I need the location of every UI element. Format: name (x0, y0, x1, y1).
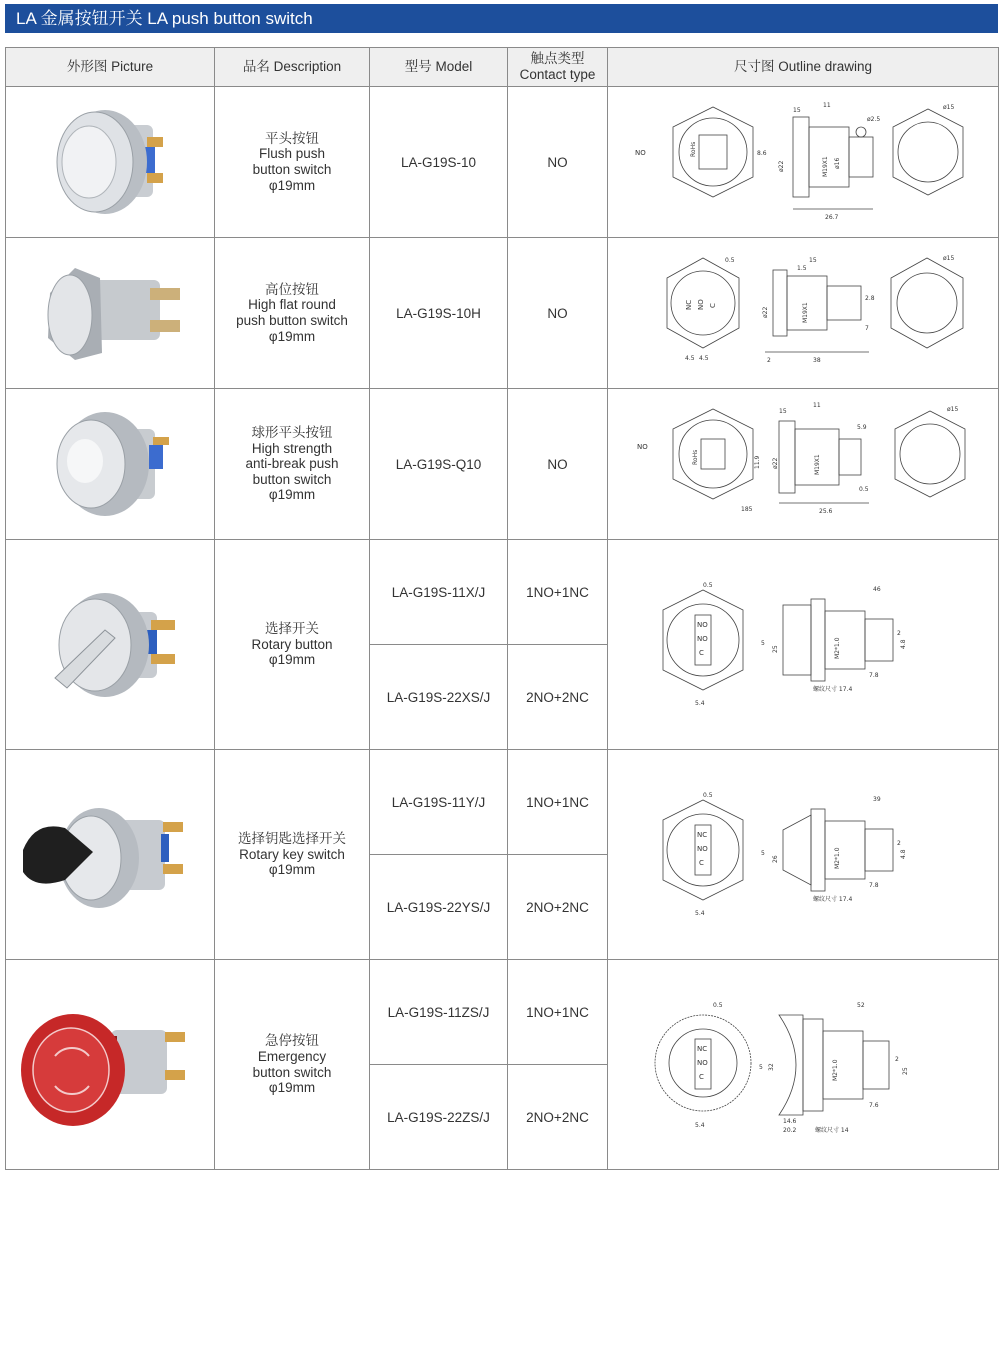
product-description: 球形平头按钮 High strength anti-break push button switch φ19mm (215, 389, 370, 540)
svg-text:M2*1.0: M2*1.0 (834, 846, 841, 869)
svg-text:螺纹尺寸 14: 螺纹尺寸 14 (815, 1126, 849, 1134)
svg-text:5.4: 5.4 (695, 1121, 705, 1129)
model-cell: LA-G19S-11ZS/J (370, 960, 508, 1065)
contact-cell: 1NO+1NC (508, 960, 608, 1065)
contact-cell: 1NO+1NC (508, 750, 608, 855)
svg-text:M2*1.0: M2*1.0 (832, 1058, 839, 1081)
svg-text:M19X1: M19X1 (822, 156, 829, 177)
svg-text:32: 32 (768, 1062, 775, 1071)
svg-text:C: C (709, 303, 717, 308)
svg-text:ø2.5: ø2.5 (867, 116, 881, 123)
svg-text:2: 2 (767, 357, 771, 364)
contact-cell: NO (508, 389, 608, 540)
svg-text:ø15: ø15 (943, 255, 955, 262)
svg-text:11: 11 (823, 102, 831, 109)
svg-text:7.8: 7.8 (869, 881, 879, 889)
outline-drawing-high-flat (608, 238, 999, 389)
svg-text:0.5: 0.5 (713, 1001, 723, 1009)
model-cell: LA-G19S-11X/J (370, 540, 508, 645)
svg-text:15: 15 (779, 408, 787, 415)
svg-text:2.8: 2.8 (865, 295, 875, 302)
svg-text:5.4: 5.4 (695, 699, 705, 707)
page-title-banner: LA 金属按钮开关 LA push button switch (5, 4, 998, 33)
svg-text:0.5: 0.5 (725, 257, 735, 264)
svg-text:25.6: 25.6 (819, 508, 833, 515)
svg-text:ø15: ø15 (943, 104, 955, 111)
svg-text:NC: NC (685, 299, 693, 310)
contact-cell: 2NO+2NC (508, 645, 608, 750)
outline-drawing-flush (608, 87, 999, 238)
svg-text:7: 7 (865, 325, 869, 332)
svg-text:0.5: 0.5 (703, 581, 713, 589)
svg-text:2: 2 (895, 1055, 899, 1063)
svg-text:C: C (699, 648, 704, 657)
svg-text:20.2: 20.2 (783, 1126, 797, 1134)
product-description: 平头按钮 Flush push button switch φ19mm (215, 87, 370, 238)
svg-text:185: 185 (741, 506, 753, 513)
svg-text:螺纹尺寸 17.4: 螺纹尺寸 17.4 (813, 685, 853, 693)
outline-drawing-key-switch (608, 750, 999, 960)
column-header-picture: 外形图 Picture (6, 48, 215, 87)
product-description: 高位按钮 High flat round push button switch φ19mm (215, 238, 370, 389)
model-cell: LA-G19S-10 (370, 87, 508, 238)
svg-text:8.6: 8.6 (757, 150, 767, 157)
contact-cell: NO (508, 238, 608, 389)
svg-text:5: 5 (761, 849, 765, 857)
svg-text:C: C (699, 858, 704, 867)
svg-text:5: 5 (759, 1063, 763, 1071)
svg-text:0.5: 0.5 (859, 486, 869, 493)
svg-text:NO: NO (697, 299, 705, 310)
product-photo-emergency (6, 960, 215, 1170)
svg-text:ø16: ø16 (834, 157, 841, 169)
product-description: 选择钥匙选择开关 Rotary key switch φ19mm (215, 750, 370, 960)
product-photo-anti-break (6, 389, 215, 540)
svg-text:11.9: 11.9 (754, 455, 761, 469)
svg-text:14.6: 14.6 (783, 1117, 797, 1125)
svg-text:38: 38 (813, 357, 821, 364)
svg-text:RoHs: RoHs (690, 141, 697, 157)
svg-text:M2*1.0: M2*1.0 (834, 636, 841, 659)
contact-cell: 2NO+2NC (508, 1065, 608, 1170)
column-header-description: 品名 Description (215, 48, 370, 87)
contact-cell: 2NO+2NC (508, 855, 608, 960)
product-table (5, 47, 999, 1170)
svg-text:NO: NO (635, 149, 646, 157)
svg-text:26: 26 (772, 854, 779, 863)
model-cell: LA-G19S-Q10 (370, 389, 508, 540)
svg-text:52: 52 (857, 1001, 865, 1009)
svg-text:25: 25 (772, 644, 779, 653)
svg-text:C: C (699, 1072, 704, 1081)
svg-text:15: 15 (809, 257, 817, 264)
svg-text:7.6: 7.6 (869, 1101, 879, 1109)
svg-text:11: 11 (813, 402, 821, 409)
outline-drawing-emergency (608, 960, 999, 1170)
svg-text:RoHs: RoHs (692, 449, 699, 465)
svg-text:M19X1: M19X1 (814, 454, 821, 475)
svg-text:5.9: 5.9 (857, 424, 867, 431)
svg-text:5: 5 (761, 639, 765, 647)
svg-text:螺纹尺寸 17.4: 螺纹尺寸 17.4 (813, 895, 853, 903)
table-header-row (6, 48, 999, 87)
svg-text:39: 39 (873, 795, 881, 803)
svg-text:NO: NO (697, 1058, 708, 1067)
product-photo-rotary (6, 540, 215, 750)
svg-text:NO: NO (697, 634, 708, 643)
svg-text:4.5: 4.5 (699, 355, 709, 362)
svg-text:M19X1: M19X1 (802, 302, 809, 323)
column-header-contact-type: 触点类型 Contact type (508, 48, 608, 87)
model-cell: LA-G19S-22ZS/J (370, 1065, 508, 1170)
svg-text:NC: NC (697, 1044, 708, 1053)
model-cell: LA-G19S-11Y/J (370, 750, 508, 855)
product-photo-key-switch (6, 750, 215, 960)
product-description: 急停按钮 Emergency button switch φ19mm (215, 960, 370, 1170)
svg-text:2: 2 (897, 839, 901, 847)
svg-text:ø22: ø22 (772, 457, 779, 469)
product-photo-high-flat (6, 238, 215, 389)
svg-text:46: 46 (873, 585, 881, 593)
outline-drawing-anti-break (608, 389, 999, 540)
svg-text:4.5: 4.5 (685, 355, 695, 362)
contact-cell: NO (508, 87, 608, 238)
svg-text:ø22: ø22 (762, 306, 769, 318)
svg-text:0.5: 0.5 (703, 791, 713, 799)
svg-text:4.8: 4.8 (900, 848, 907, 859)
svg-text:NO: NO (697, 620, 708, 629)
product-description: 选择开关 Rotary button φ19mm (215, 540, 370, 750)
svg-text:7.8: 7.8 (869, 671, 879, 679)
svg-text:NC: NC (697, 830, 708, 839)
svg-text:5.4: 5.4 (695, 909, 705, 917)
model-cell: LA-G19S-22XS/J (370, 645, 508, 750)
column-header-model: 型号 Model (370, 48, 508, 87)
svg-text:ø15: ø15 (947, 406, 959, 413)
column-header-outline-drawing: 尺寸图 Outline drawing (608, 48, 999, 87)
svg-text:NO: NO (637, 443, 648, 451)
svg-text:4.8: 4.8 (900, 638, 907, 649)
model-cell: LA-G19S-10H (370, 238, 508, 389)
model-cell: LA-G19S-22YS/J (370, 855, 508, 960)
contact-cell: 1NO+1NC (508, 540, 608, 645)
product-photo-flush (6, 87, 215, 238)
svg-text:1.5: 1.5 (797, 265, 807, 272)
svg-text:26.7: 26.7 (825, 214, 839, 221)
outline-drawing-rotary (608, 540, 999, 750)
svg-text:25: 25 (902, 1066, 909, 1075)
svg-text:2: 2 (897, 629, 901, 637)
svg-text:ø22: ø22 (778, 160, 785, 172)
svg-text:15: 15 (793, 107, 801, 114)
svg-text:NO: NO (697, 844, 708, 853)
